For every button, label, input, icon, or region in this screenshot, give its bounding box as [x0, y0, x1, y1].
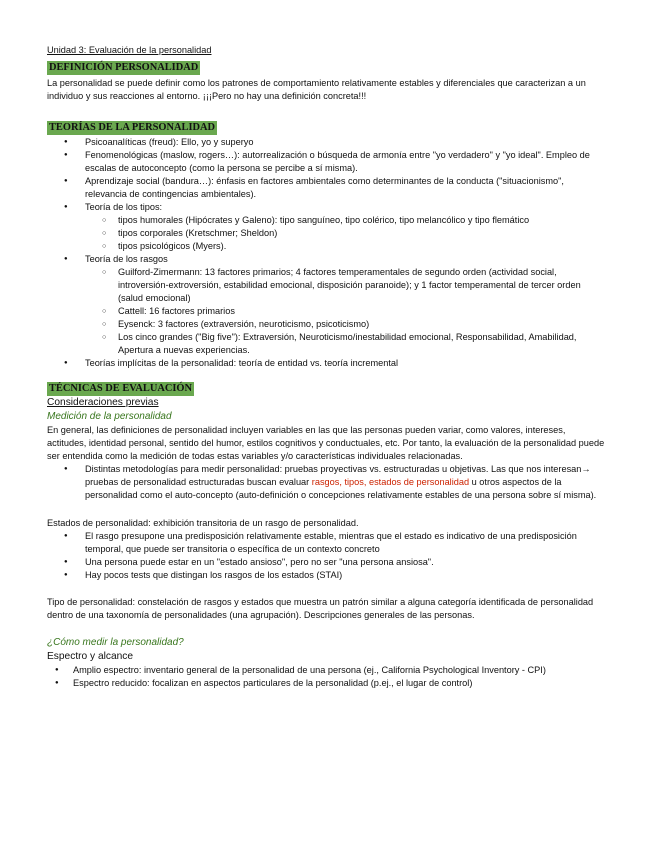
heading-definicion: DEFINICIÓN PERSONALIDAD [49, 62, 199, 73]
subheading-espectro: Espectro y alcance [47, 651, 134, 662]
subheading-medicion: Medición de la personalidad [47, 411, 172, 422]
method-text-end: u otros aspectos de la personalidad como el auto-concepto (auto-definición o concepciones relativamente estables de una persona sobre sí misma). [85, 477, 597, 500]
espectro-list [47, 664, 607, 690]
sub-list-item: ○ tipos corporales (Kretschmer; Sheldon) [47, 227, 607, 240]
sub-list-item: ○ Guilford-Zimermann: 13 factores primarios; 4 factores temperamentales de segundo orden (actividad social, introversión-extroversión, estabilidad emocional, disposición paranoide); y 1 factor temperamental de tercer orden (salud emocional) [47, 266, 607, 305]
definition-paragraph: La personalidad se puede definir como los patrones de comportamiento relativamente estables y diferenciales que caracterizan a un individuo y sus reacciones al entorno. ¡¡¡Pero no hay una definición concreta!!! [47, 78, 586, 101]
list-item: ● Espectro reducido: focalizan en aspectos particulares de la personalidad (p.ej., el lugar de control) [47, 677, 607, 690]
sub-list-item: ○ Los cinco grandes ("Big five"): Extraversión, Neuroticismo/inestabilidad emocional, Responsabilidad, Amabilidad, Apertura a nuevas experiencias. [47, 331, 607, 357]
list-item: ● Teoría de los tipos: [47, 201, 607, 214]
heading-teorias: TEORÍAS DE LA PERSONALIDAD [49, 122, 215, 133]
highlighted-text: rasgos, tipos, estados de personalidad [311, 477, 470, 487]
estados-paragraph: Estados de personalidad: exhibición transitoria de un rasgo de personalidad. [47, 518, 359, 528]
estados-list [47, 530, 607, 582]
medicion-paragraph: En general, las definiciones de personalidad incluyen variables en las que las personas pueden variar, como valores, intereses, actitudes, identidad personal, sentido del humor, estilos cognitivos y conductuales, etc. Por tanto, la evaluación de la personalidad puede ser entendida como la medición de todas estas variables y/o características individuales relacionadas. [47, 425, 605, 461]
list-item [47, 463, 607, 502]
list-item: ● El rasgo presupone una predisposición relativamente estable, mientras que el estado es indicativo de una predisposición temporal, que puede ser transitoria o específica de un contexto concreto [47, 530, 607, 556]
method-text: Distintas metodologías para medir personalidad: pruebas proyectivas vs. estructuradas u objetivas. Las que nos interesan→ pruebas de personalidad estructuradas buscan evaluar [85, 464, 591, 487]
list-item: ● Amplio espectro: inventario general de la personalidad de una persona (ej., California Psychological Inventory - CPI) [47, 664, 607, 677]
document-page [47, 44, 607, 690]
list-item: ● Teorías implícitas de la personalidad: teoría de entidad vs. teoría incremental [47, 357, 607, 370]
subheading-como-medir: ¿Cómo medir la personalidad? [47, 637, 184, 648]
list-item: ● Psicoanalíticas (freud): Ello, yo y superyo [47, 136, 607, 149]
heading-tecnicas: TÉCNICAS DE EVALUACIÓN [49, 383, 192, 394]
list-item: ● Una persona puede estar en un "estado ansioso", pero no ser "una persona ansiosa". [47, 556, 607, 569]
sub-list-item: ○ Cattell: 16 factores primarios [47, 305, 607, 318]
subheading-consideraciones: Consideraciones previas [47, 397, 159, 408]
list-item: ● Fenomenológicas (maslow, rogers…): autorrealización o búsqueda de armonía entre "yo verdadero" y "yo ideal". Empleo de escalas de autoconcepto (como la persona se percibe a sí misma). [47, 149, 607, 175]
list-item: ● Aprendizaje social (bandura…): énfasis en factores ambientales como determinantes de la conducta ("situacionismo", relevancia de contingencias ambientales). [47, 175, 607, 201]
sub-list-item: ○ tipos humorales (Hipócrates y Galeno): tipo sanguíneo, tipo colérico, tipo melancólico y tipo flemático [47, 214, 607, 227]
list-item: ● Hay pocos tests que distingan los rasgos de los estados (STAI) [47, 569, 607, 582]
methods-list [47, 463, 607, 502]
sub-list-item: ○ tipos psicológicos (Myers). [47, 240, 607, 253]
tipo-paragraph: Tipo de personalidad: constelación de rasgos y estados que muestra un patrón similar a alguna categoría identificada de personalidad dentro de una taxonomía de personalidades (una agrupación). Descripciones generales de las personas. [47, 597, 594, 620]
theories-list [47, 136, 607, 370]
unit-title: Unidad 3: Evaluación de la personalidad [47, 45, 212, 55]
sub-list-item: ○ Eysenck: 3 factores (extraversión, neuroticismo, psicoticismo) [47, 318, 607, 331]
list-item: ● Teoría de los rasgos [47, 253, 607, 266]
